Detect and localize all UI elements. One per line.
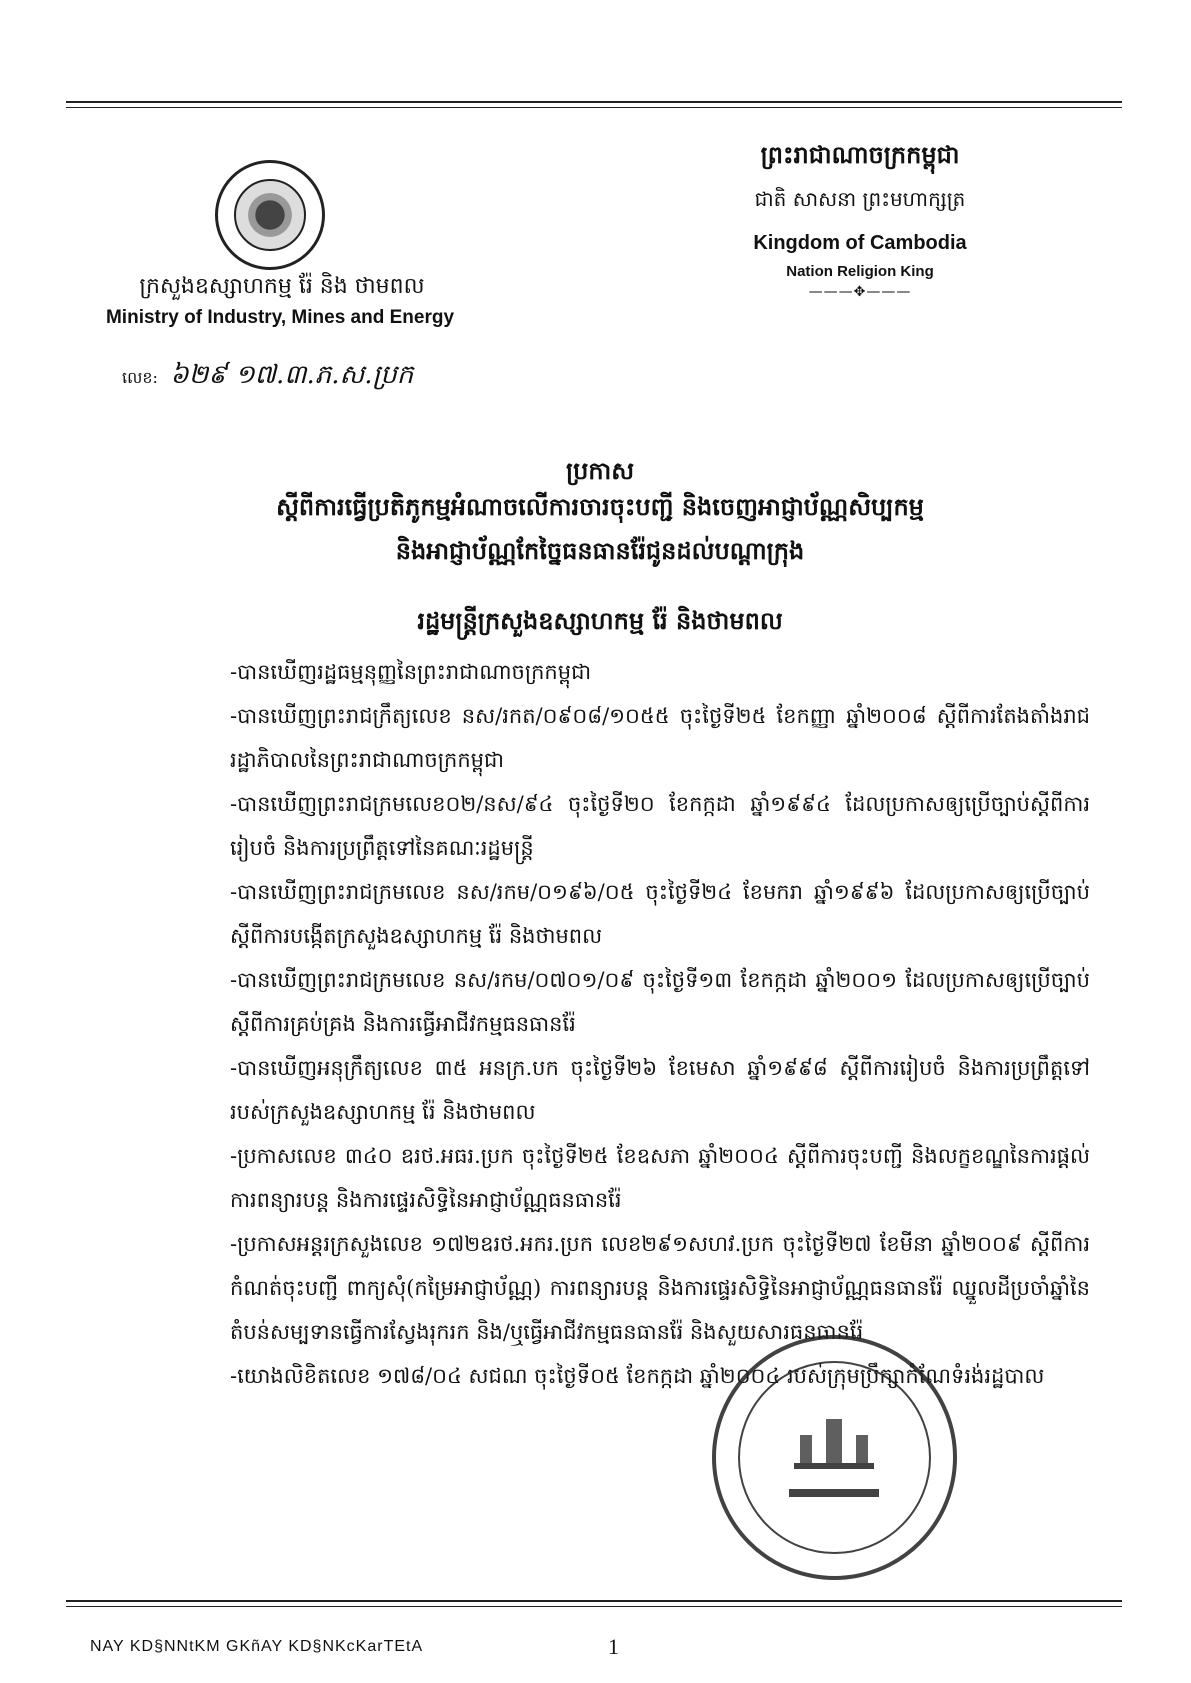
kingdom-header	[690, 140, 1030, 300]
motto-khmer: ជាតិ សាសនា ព្រះមហាក្សត្រ	[754, 187, 966, 211]
ministry-seal-icon	[215, 160, 325, 270]
document-body	[230, 650, 1090, 1398]
body-paragraph: -យោងលិខិតលេខ ១៧៨/០៤ សជណ ចុះថ្ងៃទី០៥ ខែកក្កដា ឆ្នាំ២០០៤ របស់ក្រុមប្រឹក្សាកំណែទំរង់រដ្ឋបាល	[230, 1364, 1045, 1388]
page-number: 1	[608, 1634, 619, 1659]
ornament-divider: ———✥———	[808, 284, 912, 300]
footer-text: NAY KD§NNtKM GKñAY KD§NKcKarTEtA	[90, 1638, 424, 1655]
title-minister: រដ្ឋមន្ត្រីក្រសួងឧស្សាហកម្ម រ៉ែ និងថាមពល	[417, 606, 783, 635]
title-line-1: ស្តីពីការធ្វើប្រតិភូកម្មអំណាចលើការចារចុះបញ្ជី និងចេញអាជ្ញាប័ណ្ណសិប្បកម្ម	[276, 492, 924, 521]
body-paragraph: -បានឃើញអនុក្រឹត្យលេខ ៣៥ អនក្រ.បក ចុះថ្ងៃទី២៦ ខែមេសា ឆ្នាំ១៩៩៨ ស្តីពីការរៀបចំ និងការប្រព្រឹត្តទៅរបស់ក្រសួងឧស្សាហកម្ម រ៉ែ និងថាមពល	[230, 1056, 1090, 1124]
reference-number	[122, 358, 462, 398]
body-paragraph: -ប្រកាសលេខ ៣៤០ ឧរថ.អធរ.ប្រក ចុះថ្ងៃទី២៥ ខែឧសភា ឆ្នាំ២០០៤ ស្តីពីការចុះបញ្ជី និងលក្ខខណ្ឌនៃការផ្ដល់ការពន្យារបន្ត និងការផ្ទេរសិទ្ធិនៃអាជ្ញាប័ណ្ណធនធានរ៉ែ	[230, 1144, 1090, 1212]
ministry-name-khmer: ក្រសួងឧស្សាហកម្ម រ៉ែ និង ថាមពល	[139, 274, 425, 299]
body-paragraph: -បានឃើញព្រះរាជក្រមលេខ នស/រកម/០៧០១/០៩ ចុះថ្ងៃទី១៣ ខែកក្កដា ឆ្នាំ២០០១ ដែលប្រកាសឲ្យប្រើច្បាប់ស្តីពីការគ្រប់គ្រង និងការធ្វើអាជីវកម្មធនធានរ៉ែ	[230, 968, 1090, 1036]
body-paragraph: -ប្រកាសអន្តរក្រសួងលេខ ១៧២ឧរថ.អករ.ប្រក លេខ២៩១សហវ.ប្រក ចុះថ្ងៃទី២៧ ខែមីនា ឆ្នាំ២០០៩ ស្តីពីការកំណត់ចុះបញ្ជី ពាក្យសុំ(កម្រៃអាជ្ញាប័ណ្ណ) ការពន្យារបន្ត និងការផ្ទេរសិទ្ធិនៃអាជ្ញាប័ណ្ណធនធានរ៉ែ ឈ្នួលដីប្រចាំឆ្នាំនៃតំបន់សម្បទានធ្វើការស្វែងរុករក និង/ឬធ្វើអាជីវកម្មធនធានរ៉ែ និងសួយសារធនធានរ៉ែ	[230, 1232, 1090, 1344]
title-line-2: និងអាជ្ញាប័ណ្ណកែច្នៃធនធានរ៉ែជូនដល់បណ្ដាក្រុង	[395, 536, 805, 565]
top-rule	[66, 101, 1122, 103]
body-paragraph: -បានឃើញរដ្ឋធម្មនុញ្ញនៃព្រះរាជាណាចក្រកម្ពុជា	[230, 660, 592, 684]
body-paragraph: -បានឃើញព្រះរាជក្រឹត្យលេខ នស/រកត/០៩០៨/១០៥៥ ចុះថ្ងៃទី២៥ ខែកញ្ញា ឆ្នាំ២០០៨ ស្តីពីការតែងតាំងរាជរដ្ឋាភិបាលនៃព្រះរាជាណាចក្រកម្ពុជា	[230, 704, 1090, 772]
body-paragraph: -បានឃើញព្រះរាជក្រមលេខ០២/នស/៩៤ ចុះថ្ងៃទី២០ ខែកក្កដា ឆ្នាំ១៩៩៤ ដែលប្រកាសឲ្យប្រើច្បាប់ស្តីពីការរៀបចំ និងការប្រព្រឹត្តទៅនៃគណៈរដ្ឋមន្ត្រី	[230, 792, 1090, 860]
official-stamp-icon	[712, 1335, 957, 1580]
kingdom-khmer: ព្រះរាជាណាចក្រកម្ពុជា	[760, 140, 960, 169]
reference-value: ៦២៩ ១៧.៣.ភ.ស.ប្រក	[170, 360, 414, 390]
angkor-temple-icon	[784, 1411, 884, 1501]
motto-english: Nation Religion King	[786, 263, 934, 280]
body-paragraph: -បានឃើញព្រះរាជក្រមលេខ នស/រកម/០១៩៦/០៥ ចុះថ្ងៃទី២៤ ខែមករា ឆ្នាំ១៩៩៦ ដែលប្រកាសឲ្យប្រើច្បាប់ស្តីពីការបង្កើតក្រសួងឧស្សាហកម្ម រ៉ែ និងថាមពល	[230, 880, 1090, 948]
bottom-rule	[66, 1600, 1122, 1602]
kingdom-english: Kingdom of Cambodia	[753, 232, 967, 254]
document-title	[140, 456, 1060, 650]
reference-prefix: លេខ:	[122, 368, 158, 387]
ministry-name-english: Ministry of Industry, Mines and Energy	[105, 307, 455, 328]
title-heading: ប្រកាស	[565, 456, 635, 485]
